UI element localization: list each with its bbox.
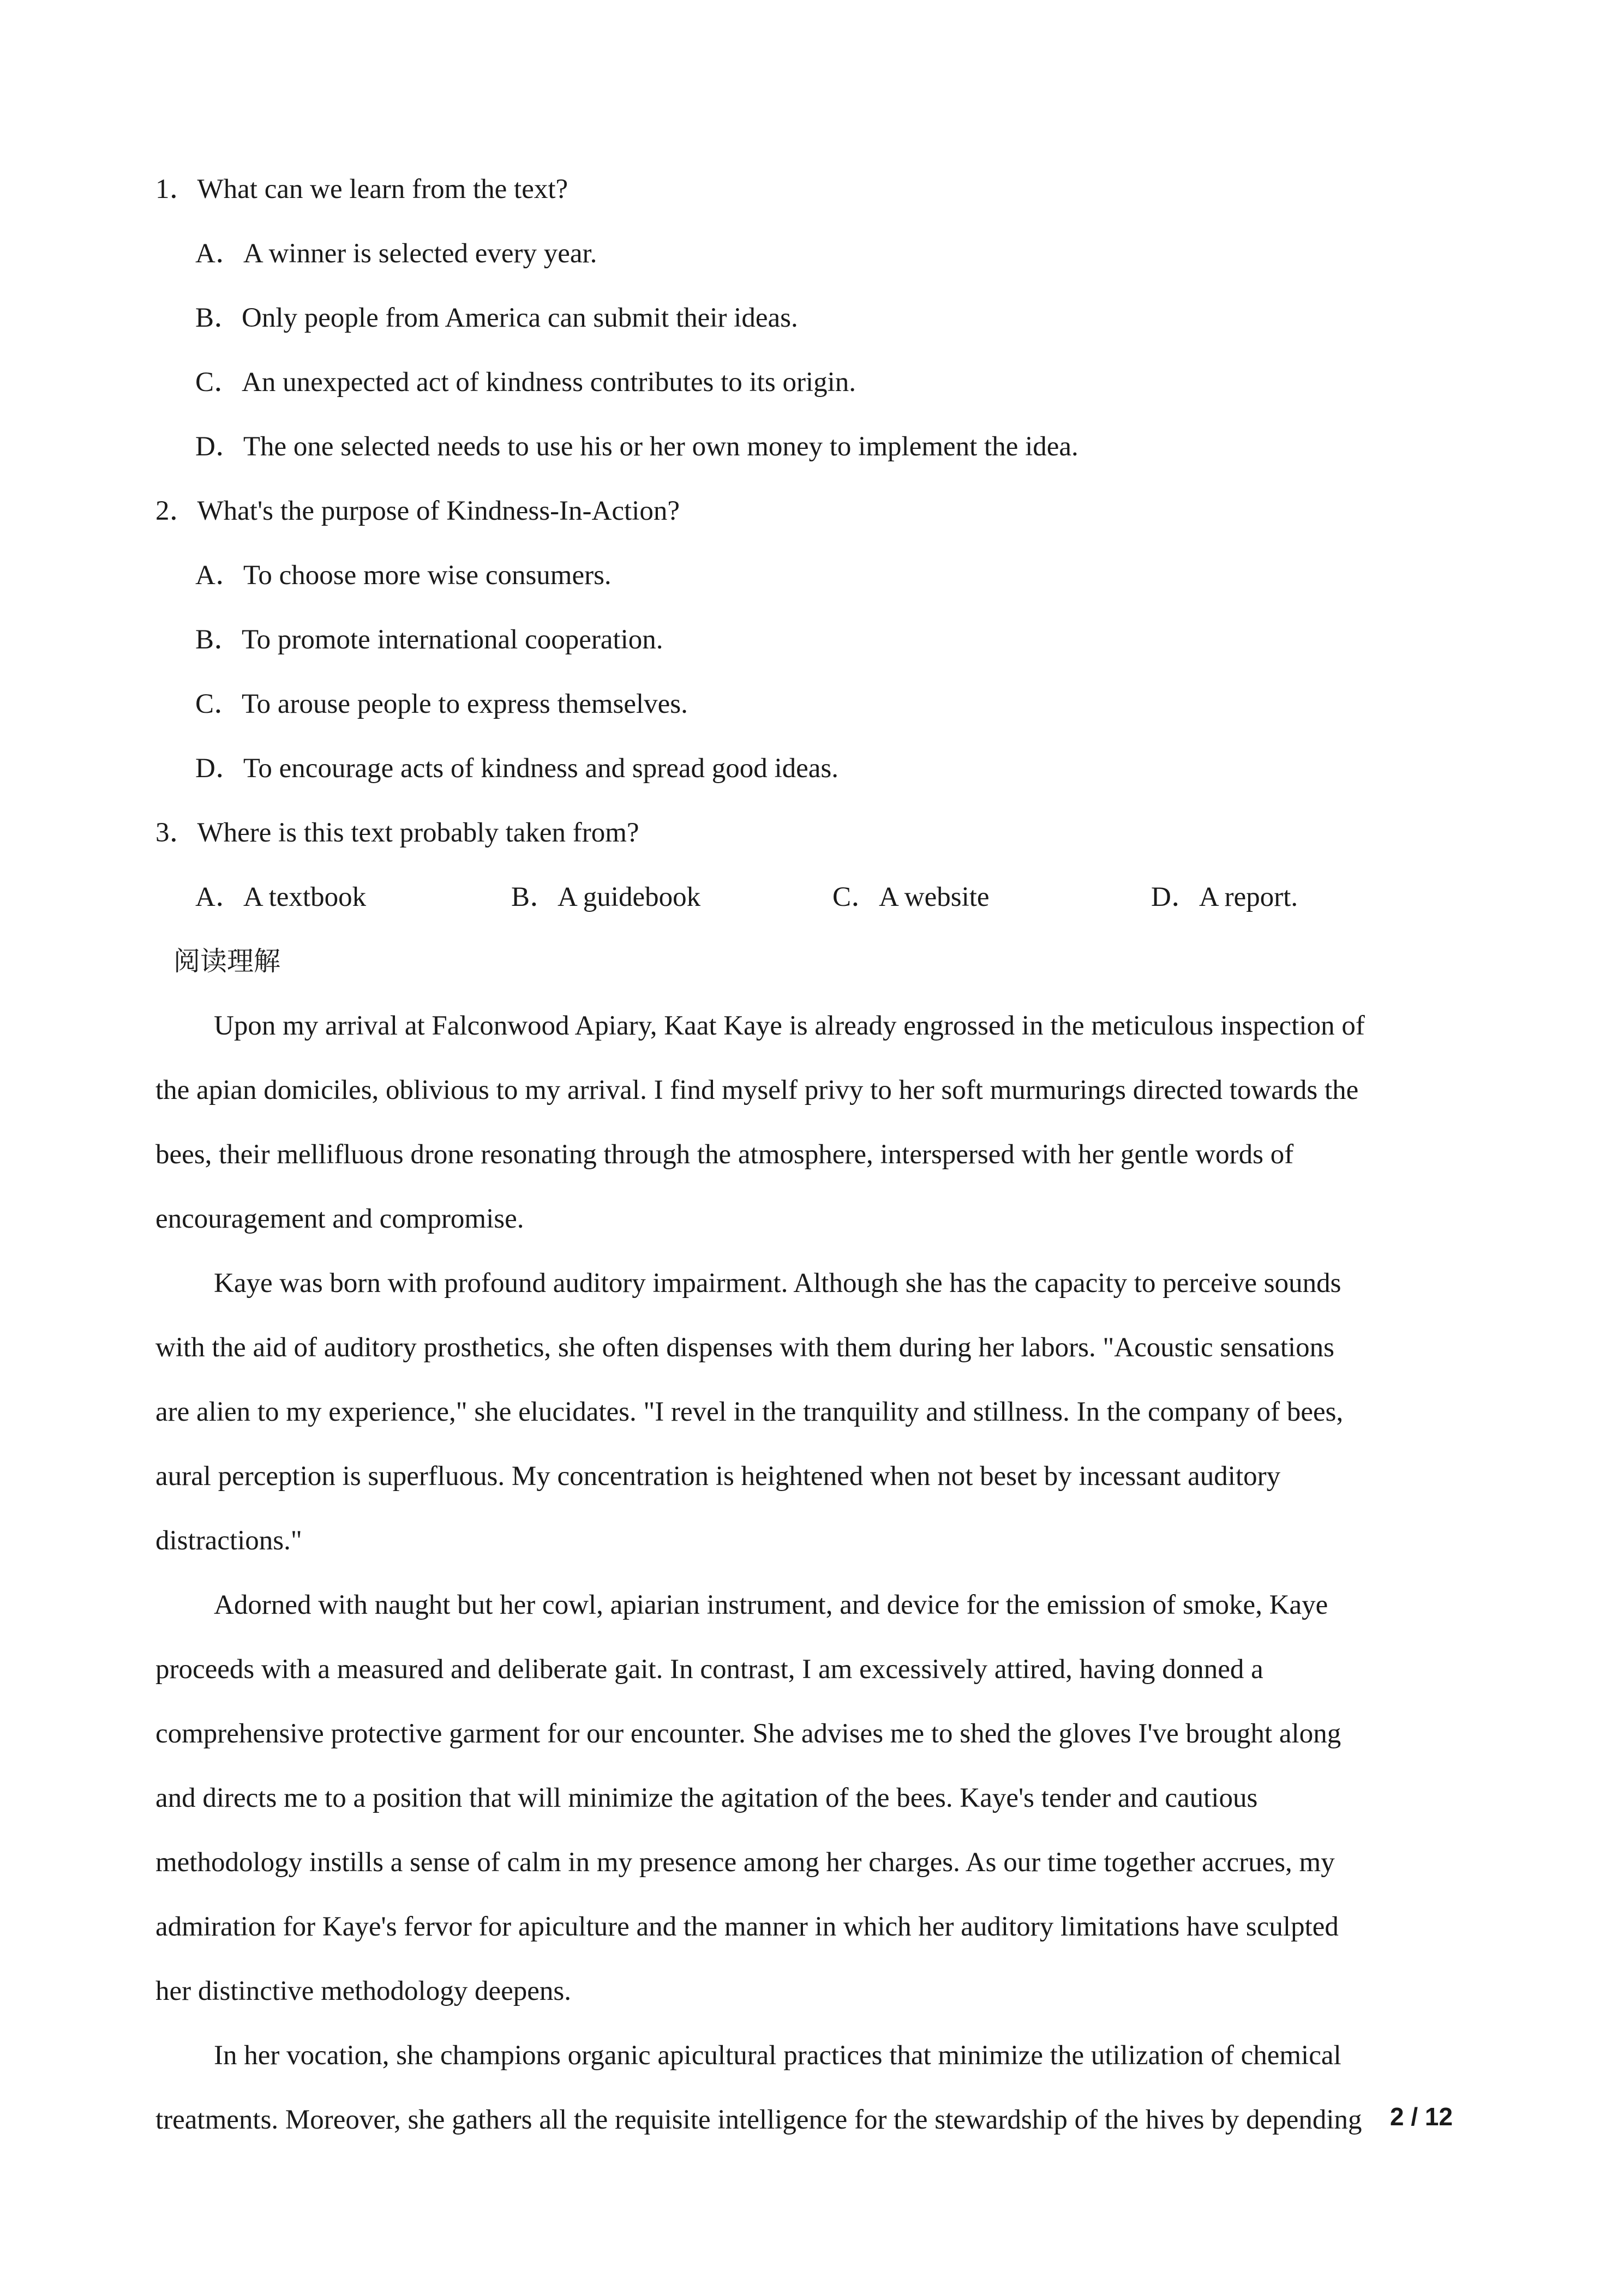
question-3-option-c: C．A website [832,882,990,912]
passage-line: with the aid of auditory prosthetics, she often dispenses with them during her labors. "Acoustic sensations [155,1332,1335,1363]
passage-line: comprehensive protective garment for our encounter. She advises me to shed the gloves I've brought along [155,1718,1341,1749]
question-1-option-b: B．Only people from America can submit their ideas. [195,303,798,333]
question-2-stem: 2．What's the purpose of Kindness-In-Action? [155,496,680,526]
question-3-option-d: D．A report. [1151,882,1298,912]
question-3-option-a: A．A textbook [195,882,367,912]
passage-line: are alien to my experience," she elucidates. "I revel in the tranquility and stillness. In the company of bees, [155,1397,1344,1427]
question-1-option-c: C．An unexpected act of kindness contributes to its origin. [195,367,856,398]
section-heading: 阅读理解 [173,946,281,977]
passage-line: bees, their mellifluous drone resonating through the atmosphere, interspersed with her gentle words of [155,1139,1294,1170]
passage-line: In her vocation, she champions organic apicultural practices that minimize the utilization of chemical [214,2040,1341,2071]
passage-line: proceeds with a measured and deliberate gait. In contrast, I am excessively attired, having donned a [155,1654,1263,1685]
question-2-option-d: D．To encourage acts of kindness and spread good ideas. [195,753,839,784]
question-3-option-b: B．A guidebook [511,882,701,912]
question-2-option-b: B．To promote international cooperation. [195,624,663,655]
passage-line: Upon my arrival at Falconwood Apiary, Kaat Kaye is already engrossed in the meticulous inspection of [214,1011,1365,1041]
passage-line: her distinctive methodology deepens. [155,1976,571,2006]
passage-line: methodology instills a sense of calm in my presence among her charges. As our time together accrues, my [155,1847,1335,1878]
passage-line: aural perception is superfluous. My concentration is heightened when not beset by incessant auditory [155,1461,1281,1492]
question-3-stem: 3．Where is this text probably taken from? [155,818,639,848]
question-2-option-a: A．To choose more wise consumers. [195,560,612,591]
question-1-option-a: A．A winner is selected every year. [195,238,597,269]
question-1-option-d: D．The one selected needs to use his or her own money to implement the idea. [195,431,1078,462]
passage-line: admiration for Kaye's fervor for apiculture and the manner in which her auditory limitations have sculpted [155,1912,1339,1942]
passage-line: and directs me to a position that will minimize the agitation of the bees. Kaye's tender and cautious [155,1783,1258,1813]
passage-line: Kaye was born with profound auditory impairment. Although she has the capacity to perceive sounds [214,1268,1341,1299]
passage-line: Adorned with naught but her cowl, apiarian instrument, and device for the emission of smoke, Kaye [214,1590,1328,1620]
page-number: 2 / 12 [1390,2102,1453,2131]
question-2-option-c: C．To arouse people to express themselves. [195,689,688,719]
passage-line: the apian domiciles, oblivious to my arrival. I find myself privy to her soft murmurings directed towards the [155,1075,1359,1105]
passage-line: treatments. Moreover, she gathers all the requisite intelligence for the stewardship of the hives by depending [155,2105,1362,2135]
passage-line: encouragement and compromise. [155,1204,524,1234]
passage-line: distractions." [155,1525,302,1556]
question-1-stem: 1．What can we learn from the text? [155,174,568,205]
